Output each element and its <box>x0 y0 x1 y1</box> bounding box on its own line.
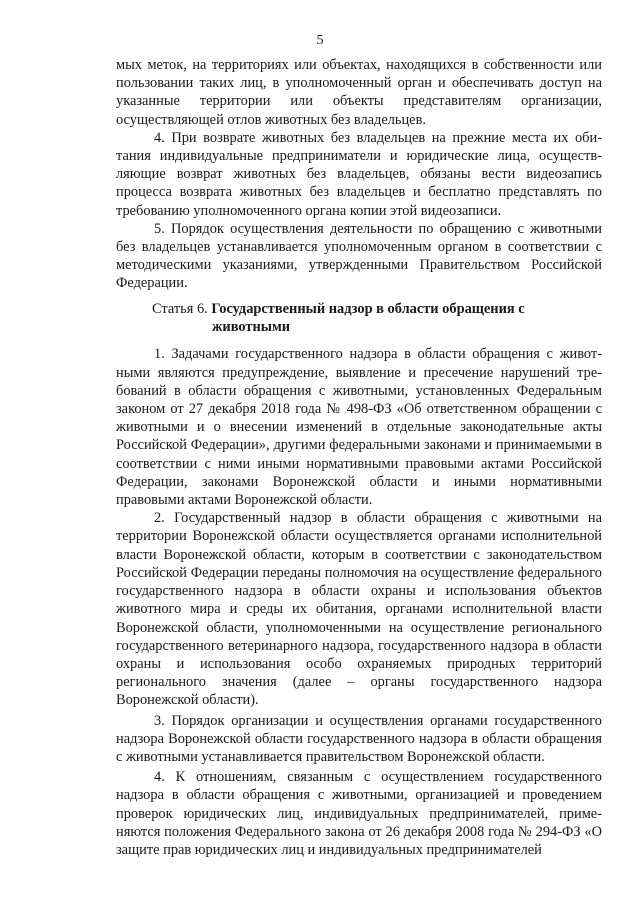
paragraph-item-4: 4. При возврате животных без владельцев на прежние места их обитания индивидуальные предприниматели и юридические лица, осуществляющие возврат животных без владельцев, обязаны вести видеозапись процесса возврата животных без владельцев и бесплатно представлять по требованию уполномоченного органа копии этой видеозаписи. <box>116 129 602 219</box>
page-number: 5 <box>316 33 324 48</box>
article-title-line1: Государственный надзор в области обращения с <box>211 300 525 317</box>
article-title-line2: животными <box>212 319 291 336</box>
article-item-3: 3. Порядок организации и осуществления органами государственного надзора Воронежской области государственного надзора в области обращения с животными устанавливается правительством Воронежской области. <box>116 712 602 765</box>
paragraph-item-5: 5. Порядок осуществления деятельности по обращению с животными без владельцев устанавливается уполномоченным органом в соответствии с методическими указаниями, утвержденными Правительством Российской Федерации. <box>116 220 602 292</box>
article-number: Статья 6. <box>152 300 208 317</box>
document-body <box>116 56 602 859</box>
article-heading <box>116 300 602 337</box>
article-item-1: 1. Задачами государственного надзора в области обращения с животными являются предупреждение, выявление и пресечение нарушений требований в области обращения с животными, установленных Федеральным законом от 27 декабря 2018 года № 498-ФЗ «Об ответственном обращении с животными и о внесении изменений в отдельные законодательные акты Российской Федерации», другими федеральными законами и принимаемыми в соответствии с ними иными нормативными правовыми актами Российской Федерации, законами Воронежской области и иными нормативными правовыми актами Воронежской области. <box>116 346 602 509</box>
paragraph-continuation: мых меток, на территориях или объектах, находящихся в собственности или пользовании таких лиц, в уполномоченный орган и обеспечивать доступ на указанные территории или объекты представителям организации, осуществляющей отлов животных без владельцев. <box>116 57 602 128</box>
article-item-4: 4. К отношениям, связанным с осуществлением государственного надзора в области обращения с животными, организацией и проведением проверок юридических лиц, индивидуальных предпринимателей, применяются положения Федерального закона от 26 декабря 2008 года № 294-ФЗ «О защите прав юридических лиц и индивидуальных предпринимателей <box>116 769 602 858</box>
article-item-2: 2. Государственный надзор в области обращения с животными на территории Воронежской области осуществляется органами исполнительной власти Воронежской области, которым в соответствии с законодательством Российской Федерации переданы полномочия на осуществление федерального государственного надзора в области охраны и использования объектов животного мира и среды их обитания, органами исполнительной власти Воронежской области, уполномоченными на осуществление регионального государственного ветеринарного надзора, государственного надзора в области охраны и использования особо охраняемых природных территорий регионального значения (далее – органы государственного надзора Воронежской области). <box>116 510 602 709</box>
